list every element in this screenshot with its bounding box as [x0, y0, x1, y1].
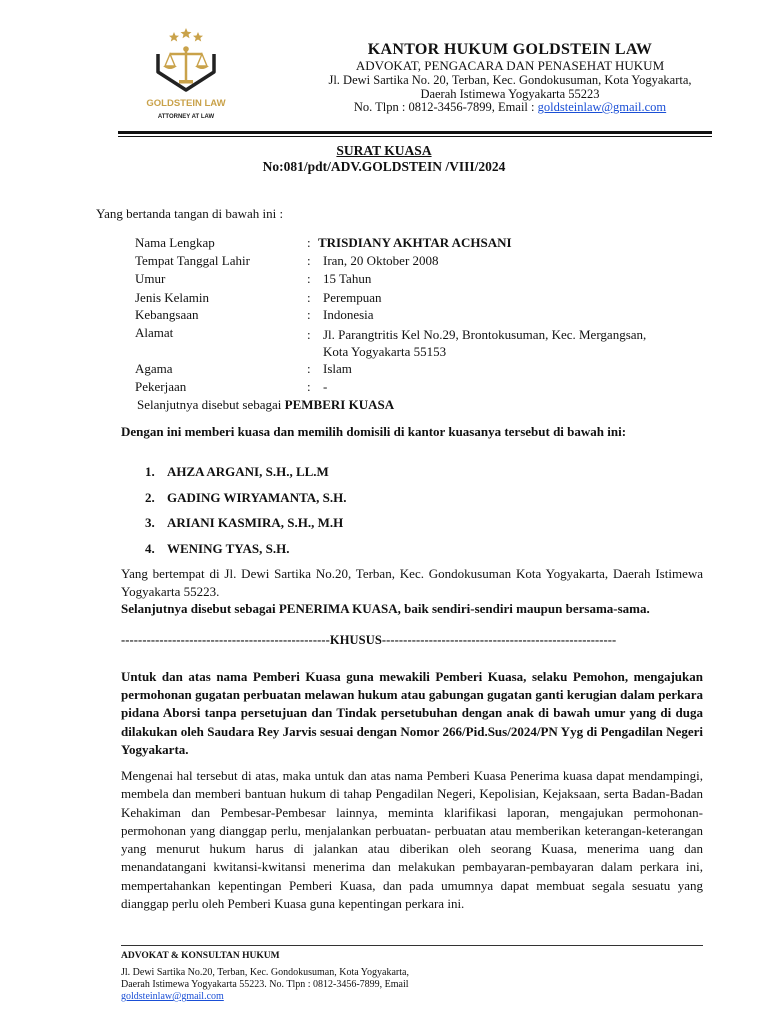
label-religion: Agama	[135, 361, 173, 376]
list-number: 4.	[145, 541, 155, 556]
attorney-name: WENING TYAS, S.H.	[167, 541, 290, 556]
grantor-designation-bold: PEMBERI KUASA	[284, 397, 395, 412]
logo-name-text: GOLDSTEIN LAW	[146, 98, 226, 109]
value-nationality: Indonesia	[323, 307, 374, 322]
colon: :	[307, 253, 311, 268]
colon: :	[307, 290, 311, 305]
footer-divider	[121, 945, 703, 946]
document-title: SURAT KUASA	[336, 143, 432, 158]
list-number: 1.	[145, 464, 155, 479]
footer-address-line2: Daerah Istimewa Yogyakarta 55223. No. Tlpn : 0812-3456-7899, Email	[121, 979, 409, 990]
label-address: Alamat	[135, 325, 174, 340]
list-item	[145, 515, 343, 531]
attorney-name: AHZA ARGANI, S.H., LL.M	[167, 464, 329, 479]
colon: :	[307, 361, 311, 376]
value-age: 15 Tahun	[323, 271, 372, 286]
letterhead-divider-thin	[118, 136, 712, 137]
intro-text: Yang bertanda tangan di bawah ini :	[96, 206, 284, 221]
value-address-line2: Kota Yogyakarta 55153	[323, 344, 447, 359]
label-birth: Tempat Tanggal Lahir	[135, 253, 250, 268]
document-number: No:081/pdt/ADV.GOLDSTEIN /VIII/2024	[262, 159, 506, 174]
grantor-designation	[137, 397, 394, 413]
grant-paragraph: Dengan ini memberi kuasa dan memilih domisili di kantor kuasanya tersebut di bawah ini:	[121, 424, 627, 439]
label-gender: Jenis Kelamin	[135, 290, 210, 305]
attorney-name: ARIANI KASMIRA, S.H., M.H	[167, 515, 344, 530]
list-item	[145, 464, 329, 480]
special-power-paragraph: Untuk dan atas nama Pemberi Kuasa guna mewakili Pemberi Kuasa, selaku Pemohon, mengajukan permohonan gugatan perbuatan melawan hukum atau gabungan gugatan ganti kerugian dalam perkara pidana Aborsi tanpa persetujuan dan Tindak persetubuhan dengan anak di bawah umur yang di duga dilakukan oleh Saudara Rey Jarvis sesuai dengan Nomor 266/Pid.Sus/2024/PN Yyg di Pengadilan Negeri Yogyakarta.	[121, 669, 703, 757]
label-full-name: Nama Lengkap	[135, 235, 215, 250]
firm-address-line1: Jl. Dewi Sartika No. 20, Terban, Kec. Gondokusuman, Kota Yogyakarta,	[328, 73, 692, 87]
colon: :	[307, 235, 311, 250]
grantor-designation-prefix: Selanjutnya disebut sebagai	[137, 397, 285, 412]
contact-phone-text: No. Tlpn : 0812-3456-7899, Email :	[353, 100, 538, 114]
firm-logo	[134, 24, 238, 124]
value-address-line1: Jl. Parangtritis Kel No.29, Brontokusuman, Kec. Mergangsan,	[323, 327, 647, 342]
footer-title: ADVOKAT & KONSULTAN HUKUM	[121, 951, 280, 961]
value-birth: Iran, 20 Oktober 2008	[323, 253, 439, 268]
label-occupation: Pekerjaan	[135, 379, 187, 394]
logo-tagline-text: ATTORNEY AT LAW	[157, 114, 215, 120]
list-item	[145, 490, 347, 506]
email-link[interactable]: goldsteinlaw@gmail.com	[537, 100, 667, 114]
list-number: 2.	[145, 490, 155, 505]
colon: :	[307, 379, 311, 394]
khusus-divider: -------------------------------------------------KHUSUS-------------------------------------------------------	[121, 633, 617, 647]
colon: :	[307, 327, 311, 342]
firm-subtitle: ADVOKAT, PENGACARA DAN PENASEHAT HUKUM	[355, 58, 665, 73]
value-religion: Islam	[323, 361, 352, 376]
scales-of-justice-icon	[134, 24, 238, 124]
letterhead-divider-thick	[118, 131, 712, 134]
domicile-paragraph: Yang bertempat di Jl. Dewi Sartika No.20, Terban, Kec. Gondokusuman Kota Yogyakarta, Daerah Istimewa Yogyakarta 55223.	[121, 566, 703, 599]
colon: :	[307, 307, 311, 322]
firm-address-line2: Daerah Istimewa Yogyakarta 55223	[420, 87, 600, 101]
firm-name: KANTOR HUKUM GOLDSTEIN LAW	[367, 41, 653, 58]
recipient-paragraph: Selanjutnya disebut sebagai PENERIMA KUASA, baik sendiri-sendiri maupun bersama-sama.	[121, 601, 650, 616]
firm-contact	[250, 100, 768, 115]
value-gender: Perempuan	[323, 290, 382, 305]
value-occupation: -	[323, 379, 328, 394]
colon: :	[307, 271, 311, 286]
list-number: 3.	[145, 515, 155, 530]
authority-paragraph: Mengenai hal tersebut di atas, maka untuk dan atas nama Pemberi Kuasa Penerima kuasa dapat mendampingi, membela dan memberi bantuan hukum di tahap Pengadilan Negeri, Kepolisian, Kejaksaan, serta Badan-Badan Kehakiman dan Pembesar-Pembesar lainnya, meminta klarifikasi laporan, mengajukan permohonan-permohonan yang dianggap perlu, menjalankan perbuatan- perbuatan atau memberikan keterangan-keterangan yang menurut hukum harus di jalankan atau diberikan oleh seorang Kuasa, menerima uang dan menandatangani kwitansi-kwitansi menerima dan melakukan pembayaran-pembayaran dalam perkara ini, mempertahankan kepentingan Pemberi Kuasa, dan pada umumnya dapat membuat segala sesuatu yang dianggap perlu oleh Pemberi Kuasa guna kepentingan perkara ini.	[121, 768, 703, 912]
attorney-name: GADING WIRYAMANTA, S.H.	[167, 490, 347, 505]
value-full-name: TRISDIANY AKHTAR ACHSANI	[318, 235, 512, 250]
footer-email-link[interactable]: goldsteinlaw@gmail.com	[121, 991, 224, 1002]
list-item	[145, 541, 289, 557]
footer-address-line1: Jl. Dewi Sartika No.20, Terban, Kec. Gondokusuman, Kota Yogyakarta,	[121, 967, 409, 978]
label-nationality: Kebangsaan	[135, 307, 199, 322]
label-age: Umur	[135, 271, 166, 286]
